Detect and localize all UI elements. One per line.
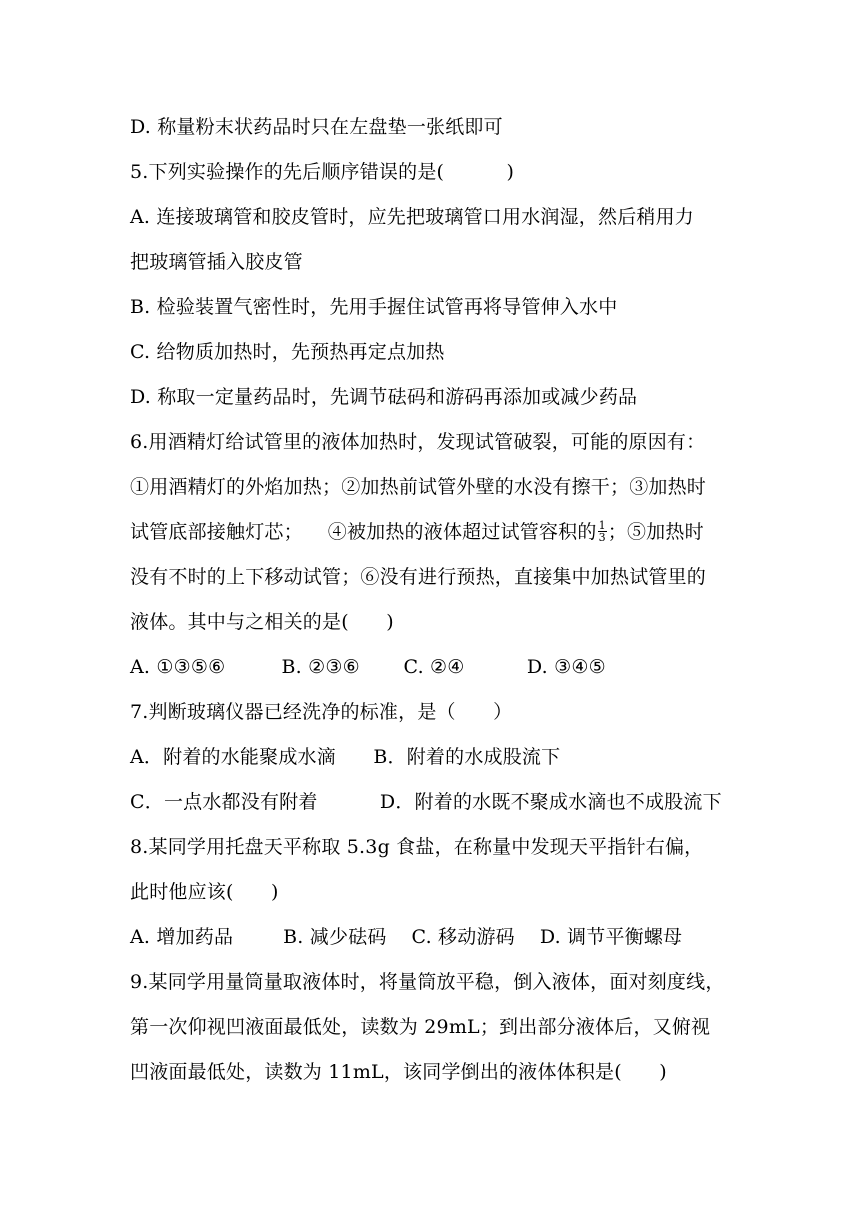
q9-stem-line1: 9.某同学用量筒量取液体时，将量筒放平稳，倒入液体，面对刻度线，: [130, 971, 725, 993]
q6-stem-line1: 6.用酒精灯给试管里的液体加热时，发现试管破裂，可能的原因有：: [130, 431, 706, 453]
q6-options: A. ①③⑤⑥ B. ②③⑥ C. ②④ D. ③④⑤: [130, 656, 606, 678]
fraction-numerator: 1: [598, 518, 606, 532]
q5-stem: 5.下列实验操作的先后顺序错误的是( ): [130, 161, 515, 183]
q5-option-c: C. 给物质加热时，先预热再定点加热: [130, 341, 445, 363]
q9-stem-line2: 第一次仰视凹液面最低处，读数为 29mL；到出部分液体后，又俯视: [130, 1016, 711, 1038]
q8-stem-line1: 8.某同学用托盘天平称取 5.3g 食盐，在称量中发现天平指针右偏，: [130, 836, 704, 858]
q8-stem-line2: 此时他应该( ): [130, 881, 279, 903]
q6-stem-line3-text: 试管底部接触灯芯； ④被加热的液体超过试管容积的: [130, 521, 597, 543]
q9-stem-line3: 凹液面最低处，读数为 11mL，该同学倒出的液体体积是( ): [130, 1061, 667, 1083]
q5-option-a-line1: A. 连接玻璃管和胶皮管时，应先把玻璃管口用水润湿，然后稍用力: [130, 206, 695, 228]
q5-option-b: B. 检验装置气密性时，先用手握住试管再将导管伸入水中: [130, 296, 618, 318]
q8-options: A. 增加药品 B. 减少砝码 C. 移动游码 D. 调节平衡螺母: [130, 926, 683, 948]
q6-stem-line3-tail: ；⑤加热时: [607, 521, 704, 543]
q5-option-d: D. 称取一定量药品时，先调节砝码和游码再添加或减少药品: [130, 386, 638, 408]
fraction-one-third: [598, 520, 607, 543]
q7-options-cd: C．一点水都没有附着 D．附着的水既不聚成水滴也不成股流下: [130, 791, 722, 813]
q4-option-d: D. 称量粉末状药品时只在左盘垫一张纸即可: [130, 116, 503, 138]
q6-stem-line3: [130, 518, 704, 546]
fraction-denominator: 3: [598, 530, 606, 544]
q6-stem-line5: 液体。其中与之相关的是( ): [130, 611, 394, 633]
q5-option-a-line2: 把玻璃管插入胶皮管: [130, 251, 303, 273]
q6-stem-line2: ①用酒精灯的外焰加热；②加热前试管外壁的水没有擦干；③加热时: [130, 476, 707, 498]
q7-options-ab: A．附着的水能聚成水滴 B．附着的水成股流下: [130, 746, 561, 768]
q6-stem-line4: 没有不时的上下移动试管；⑥没有进行预热，直接集中加热试管里的: [130, 566, 707, 588]
q7-stem: 7.判断玻璃仪器已经洗净的标准，是（ ）: [130, 701, 513, 723]
